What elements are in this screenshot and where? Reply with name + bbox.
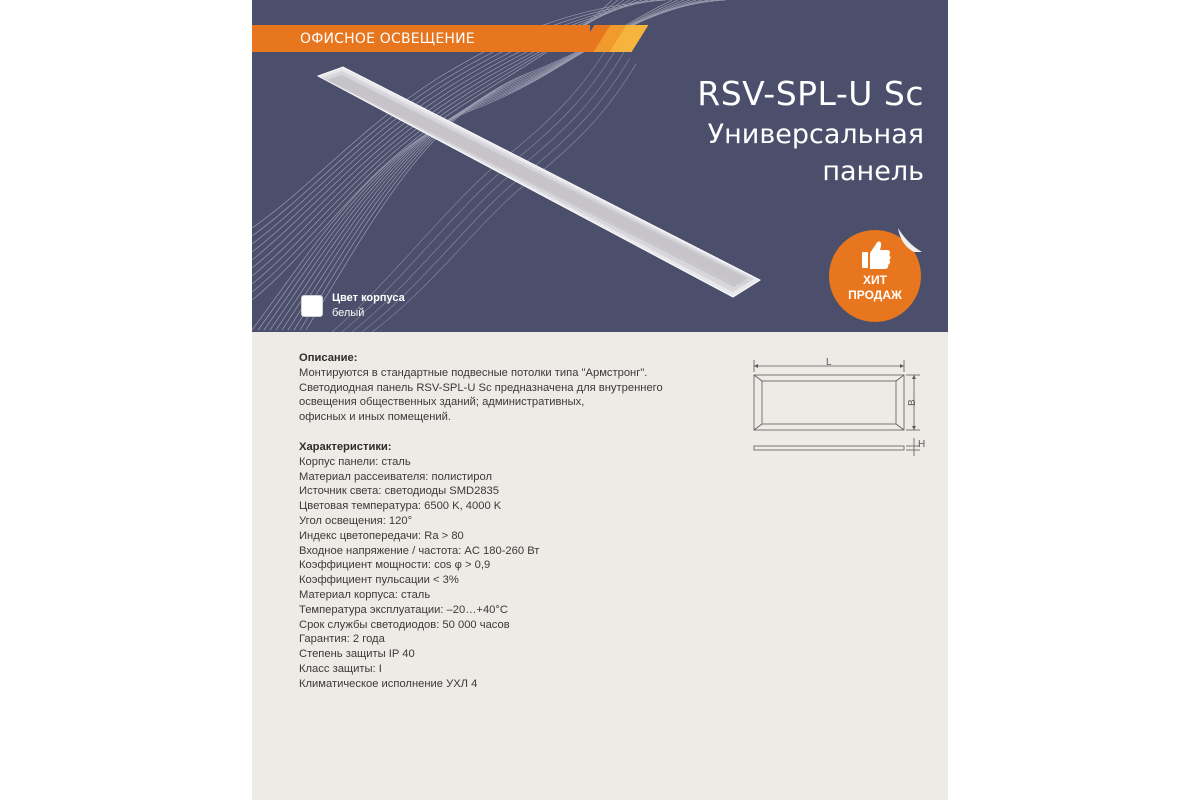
- spec-item: Степень защиты IP 40: [299, 648, 415, 661]
- category-label: ОФИСНОЕ ОСВЕЩЕНИЕ: [252, 25, 590, 52]
- description-heading: Описание:: [299, 352, 358, 364]
- spec-item: Класс защиты: I: [299, 662, 382, 675]
- spec-item: Корпус панели: сталь: [299, 455, 411, 468]
- spec-item: Срок службы светодиодов: 50 000 часов: [299, 618, 510, 631]
- spec-item: Материал корпуса: сталь: [299, 588, 431, 601]
- spec-item: Входное напряжение / частота: AC 180-260 Вт: [299, 544, 540, 557]
- spec-item: Индекс цветопередачи: Ra > 80: [299, 529, 464, 542]
- spec-item: Коэффициент пульсации < 3%: [299, 574, 459, 587]
- spec-item: Угол освещения: 120°: [299, 514, 413, 527]
- spec-item: Климатическое исполнение УХЛ 4: [299, 677, 478, 690]
- length-label: L: [826, 357, 832, 368]
- text-content: [299, 351, 719, 692]
- spec-item: Источник света: светодиоды SMD2835: [299, 485, 499, 498]
- housing-color-value: белый: [332, 307, 365, 319]
- width-label: B: [907, 399, 918, 406]
- description-line: Монтируются в стандартные подвесные потолки типа "Армстронг".: [299, 366, 648, 379]
- product-title: [697, 72, 924, 190]
- category-tag: [252, 25, 590, 52]
- product-subtitle-line1: Универсальная: [707, 119, 924, 150]
- housing-color: [332, 291, 405, 321]
- description-line: офисных и иных помещений.: [299, 411, 451, 424]
- spec-item: Температура эксплуатации: –20…+40°C: [299, 603, 508, 616]
- bestseller-badge-text: [826, 273, 924, 303]
- housing-color-swatch: [301, 295, 323, 317]
- description-line: освещения общественных зданий; административных,: [299, 396, 585, 409]
- specs-heading: Характеристики:: [299, 440, 392, 453]
- height-label: H: [918, 439, 926, 450]
- badge-line2: ПРОДАЖ: [848, 288, 902, 302]
- product-model: RSV-SPL-U Sc: [697, 74, 924, 113]
- product-sheet: [252, 0, 948, 800]
- spec-item: Коэффициент мощности: cos φ > 0,9: [299, 559, 491, 572]
- housing-color-label: Цвет корпуса: [332, 292, 405, 304]
- spec-item: Гарантия: 2 года: [299, 633, 385, 646]
- spec-item: Цветовая температура: 6500 K, 4000 K: [299, 500, 502, 513]
- dimension-drawing: [744, 354, 934, 464]
- description-line: Светодиодная панель RSV-SPL-U Sc предназначена для внутреннего: [299, 381, 663, 394]
- product-subtitle-line2: панель: [822, 156, 924, 187]
- badge-line1: ХИТ: [863, 273, 887, 287]
- spec-item: Материал рассеивателя: полистирол: [299, 470, 493, 483]
- hero-banner: [252, 0, 948, 332]
